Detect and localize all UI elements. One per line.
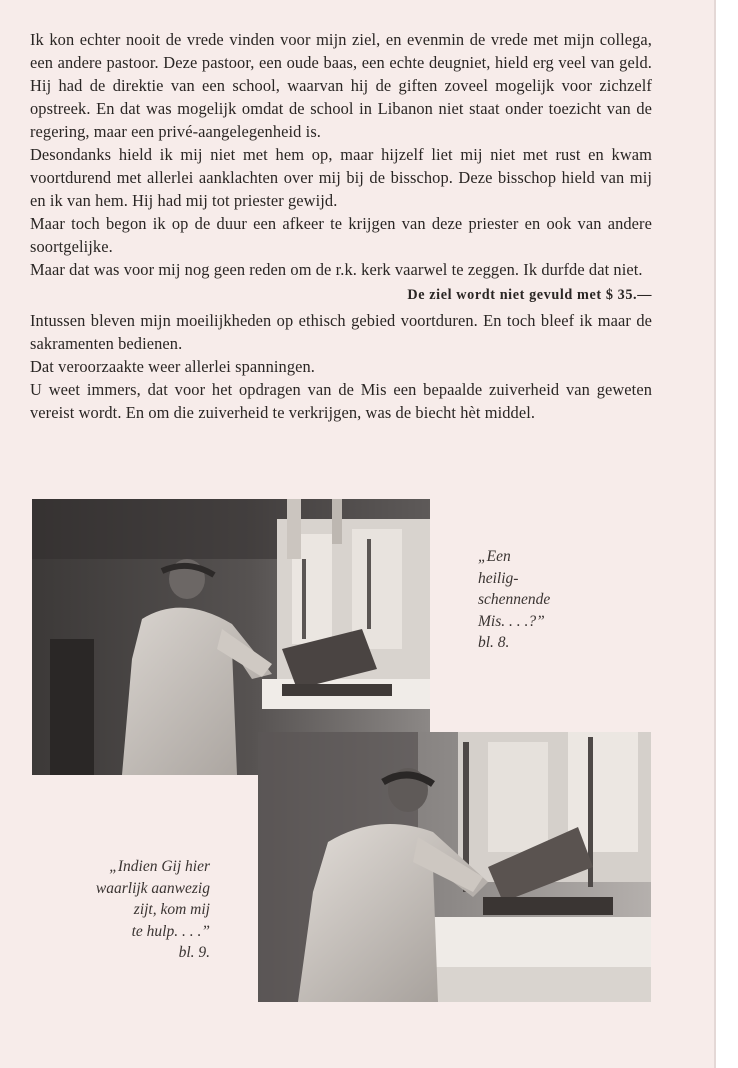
paragraph: Dat veroorzaakte weer allerlei spanningen. [30,357,315,376]
caption-line: waarlijk aanwezig [95,879,210,897]
caption-line: „Indien Gij hier [109,858,210,875]
paragraph: U weet immers, dat voor het opdragen van de Mis een bepaalde zuiverheid van geweten vereist wordt. En om die zuiverheid te verkrijgen, was de biecht hèt middel. [30,380,652,422]
section-heading: De ziel wordt niet gevuld met $ 35.— [407,287,652,303]
paragraph: Desondanks hield ik mij niet met hem op, maar hijzelf liet mij niet met rust en kwam voortdurend met allerlei aanklachten over mij bij de bisschop. Deze bisschop hield van mij en ik van hem. Hij had mij tot priester gewijd. [30,145,652,210]
caption-line: „Een [478,548,511,565]
paragraph: Intussen bleven mijn moeilijkheden op ethisch gebied voortduren. En toch bleef ik maar de sakramenten bedienen. [30,311,652,353]
caption-line: schennende [478,591,551,608]
caption-photo-1 [478,546,598,654]
paragraph: Maar toch begon ik op de duur een afkeer te krijgen van deze priester en ook van andere soortgelijke. [30,214,652,256]
caption-line: Mis. . . .?” [478,612,545,630]
paragraph: Maar dat was voor mij nog geen reden om de r.k. kerk vaarwel te zeggen. Ik durfde dat niet. [30,260,643,279]
photo-priest-praying [258,732,651,1002]
caption-photo-2 [60,856,210,964]
paragraph: Ik kon echter nooit de vrede vinden voor mijn ziel, en evenmin de vrede met mijn collega, een andere pastoor. Deze pastoor, een oude baas, een echte deugniet, hield erg veel van geld. Hij had de direktie van een school, waarvan hij de giften zoveel mogelijk voor zichzelf opstreek. En dat was mogelijk omdat de school in Libanon niet staat onder toezicht van de regering, maar een privé-aangelegenheid is. [30,30,652,141]
caption-line: heilig- [478,569,519,587]
caption-line: zijt, kom mij [133,901,210,918]
caption-line: bl. 9. [178,944,210,961]
caption-line: te hulp. . . .” [131,922,210,940]
caption-line: bl. 8. [478,634,510,651]
body-text [30,28,652,424]
